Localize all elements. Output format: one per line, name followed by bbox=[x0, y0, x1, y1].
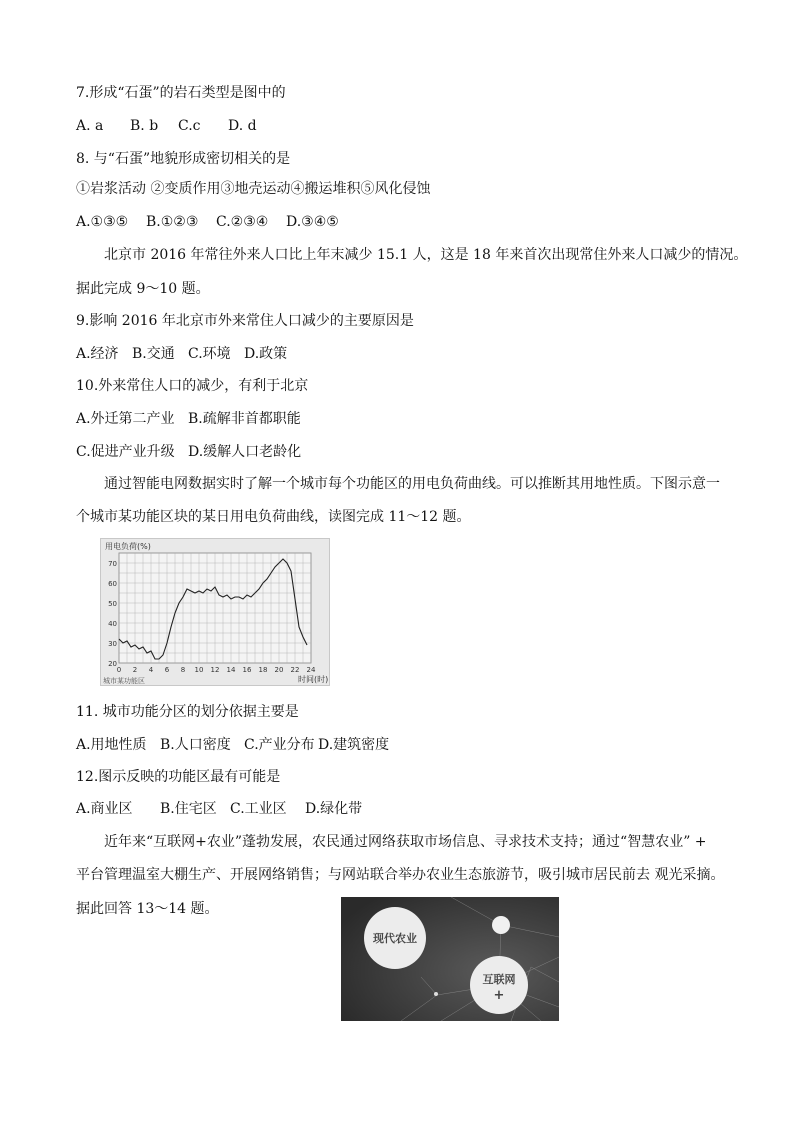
q9-option-d: D.政策 bbox=[244, 346, 288, 362]
q10-option-d: D.缓解人口老龄化 bbox=[188, 444, 302, 460]
q10-options-row1 bbox=[76, 410, 301, 428]
chart-y-tick-label: 50 bbox=[108, 600, 117, 608]
chart-x-tick-label: 20 bbox=[274, 666, 284, 674]
passage-grid-line1: 通过智能电网数据实时了解一个城市每个功能区的用电负荷曲线。可以推断其用地性质。下图示意一 bbox=[104, 476, 720, 492]
q7-option-d: D. d bbox=[228, 118, 257, 134]
passage-beijing-line2: 据此完成 9～10 题。 bbox=[76, 281, 210, 297]
passage-grid-line2: 个城市某功能区块的某日用电负荷曲线，读图完成 11～12 题。 bbox=[76, 509, 471, 525]
chart-xlabel: 时间(时) bbox=[298, 675, 329, 684]
q12-option-b: B.住宅区 bbox=[160, 801, 217, 817]
chart-x-tick-label: 22 bbox=[290, 666, 300, 674]
q12-stem: 12.图示反映的功能区最有可能是 bbox=[76, 769, 281, 785]
q11-options bbox=[76, 736, 389, 754]
q7-option-a: A. a bbox=[76, 118, 104, 134]
chart-ylabel: 用电负荷(%) bbox=[105, 542, 151, 551]
q8-stem: 8. 与“石蛋”地貌形成密切相关的是 bbox=[76, 151, 291, 167]
q12-options bbox=[76, 800, 362, 818]
right-circle-plus: + bbox=[493, 988, 505, 1003]
passage-beijing-line1: 北京市 2016 年常往外来人口比上年末减少 15.1 人，这是 18 年来首次出现常住外来人口减少的情况。 bbox=[104, 247, 748, 263]
left-circle-label: 现代农业 bbox=[373, 932, 417, 945]
chart-x-tick-label: 10 bbox=[194, 666, 204, 674]
passage-internet-line3: 据此回答 13～14 题。 bbox=[76, 901, 219, 917]
q11-option-d: D.建筑密度 bbox=[318, 737, 390, 753]
chart-y-tick-label: 40 bbox=[108, 620, 117, 628]
right-circle-label: 互联网 bbox=[482, 973, 516, 986]
chart-y-tick-label: 60 bbox=[108, 580, 117, 588]
chart-x-tick-label: 24 bbox=[306, 666, 316, 674]
chart-x-tick-label: 18 bbox=[258, 666, 268, 674]
chart-x-tick-label: 0 bbox=[116, 666, 122, 674]
load-curve-chart bbox=[100, 538, 330, 686]
internet-agriculture-photo bbox=[341, 897, 559, 1021]
q12-option-c: C.工业区 bbox=[230, 801, 287, 817]
q8-option-b: B.①②③ bbox=[146, 214, 199, 230]
q7-option-c: C.c bbox=[178, 118, 201, 134]
load-curve-svg bbox=[101, 539, 329, 685]
q7-options bbox=[76, 117, 257, 135]
q8-option-c: C.②③④ bbox=[216, 214, 269, 230]
q9-option-a: A.经济 bbox=[76, 346, 119, 362]
chart-y-tick-label: 20 bbox=[108, 660, 117, 668]
chart-x-tick-label: 16 bbox=[242, 666, 252, 674]
q9-stem: 9.影响 2016 年北京市外来常住人口减少的主要原因是 bbox=[76, 313, 414, 329]
q7-option-b: B. b bbox=[130, 118, 159, 134]
photo-svg bbox=[341, 897, 559, 1021]
q7-stem: 7.形成“石蛋”的岩石类型是图中的 bbox=[76, 85, 286, 101]
q12-option-d: D.绿化带 bbox=[305, 801, 363, 817]
q11-option-a: A.用地性质 bbox=[76, 737, 147, 753]
q11-option-b: B.人口密度 bbox=[160, 737, 231, 753]
chart-caption-fragment: 城市某功能区 bbox=[103, 677, 145, 685]
passage-internet-line1: 近年来“互联网+农业”蓬勃发展，农民通过网络获取市场信息、寻求技术支持；通过“智慧农业” + bbox=[104, 834, 707, 850]
chart-x-tick-label: 8 bbox=[180, 666, 186, 674]
chart-x-tick-label: 2 bbox=[132, 666, 138, 674]
network-node-large bbox=[492, 916, 510, 934]
chart-y-tick-label: 70 bbox=[108, 560, 117, 568]
q9-option-c: C.环境 bbox=[188, 346, 231, 362]
q11-stem: 11. 城市功能分区的划分依据主要是 bbox=[76, 704, 299, 720]
q8-factors: ①岩浆活动 ②变质作用③地壳运动④搬运堆积⑤风化侵蚀 bbox=[76, 181, 431, 197]
q10-options-row2 bbox=[76, 443, 301, 461]
q8-options bbox=[76, 213, 339, 231]
q9-option-b: B.交通 bbox=[132, 346, 175, 362]
chart-x-tick-label: 6 bbox=[164, 666, 170, 674]
chart-x-tick-label: 14 bbox=[226, 666, 236, 674]
chart-x-tick-label: 12 bbox=[210, 666, 220, 674]
q10-option-a: A.外迁第二产业 bbox=[76, 411, 175, 427]
q11-option-c: C.产业分布 bbox=[244, 737, 315, 753]
q9-options bbox=[76, 345, 287, 363]
q8-option-d: D.③④⑤ bbox=[286, 214, 339, 230]
network-node bbox=[434, 992, 438, 996]
q10-stem: 10.外来常住人口的减少，有利于北京 bbox=[76, 378, 309, 394]
q8-option-a: A.①③⑤ bbox=[76, 214, 129, 230]
chart-y-tick-label: 30 bbox=[108, 640, 117, 648]
q12-option-a: A.商业区 bbox=[76, 801, 133, 817]
chart-x-tick-label: 4 bbox=[148, 666, 154, 674]
q10-option-c: C.促进产业升级 bbox=[76, 444, 175, 460]
passage-internet-line2: 平台管理温室大棚生产、开展网络销售；与网站联合举办农业生态旅游节，吸引城市居民前去 观光采摘。 bbox=[76, 867, 725, 883]
q10-option-b: B.疏解非首都职能 bbox=[188, 411, 301, 427]
